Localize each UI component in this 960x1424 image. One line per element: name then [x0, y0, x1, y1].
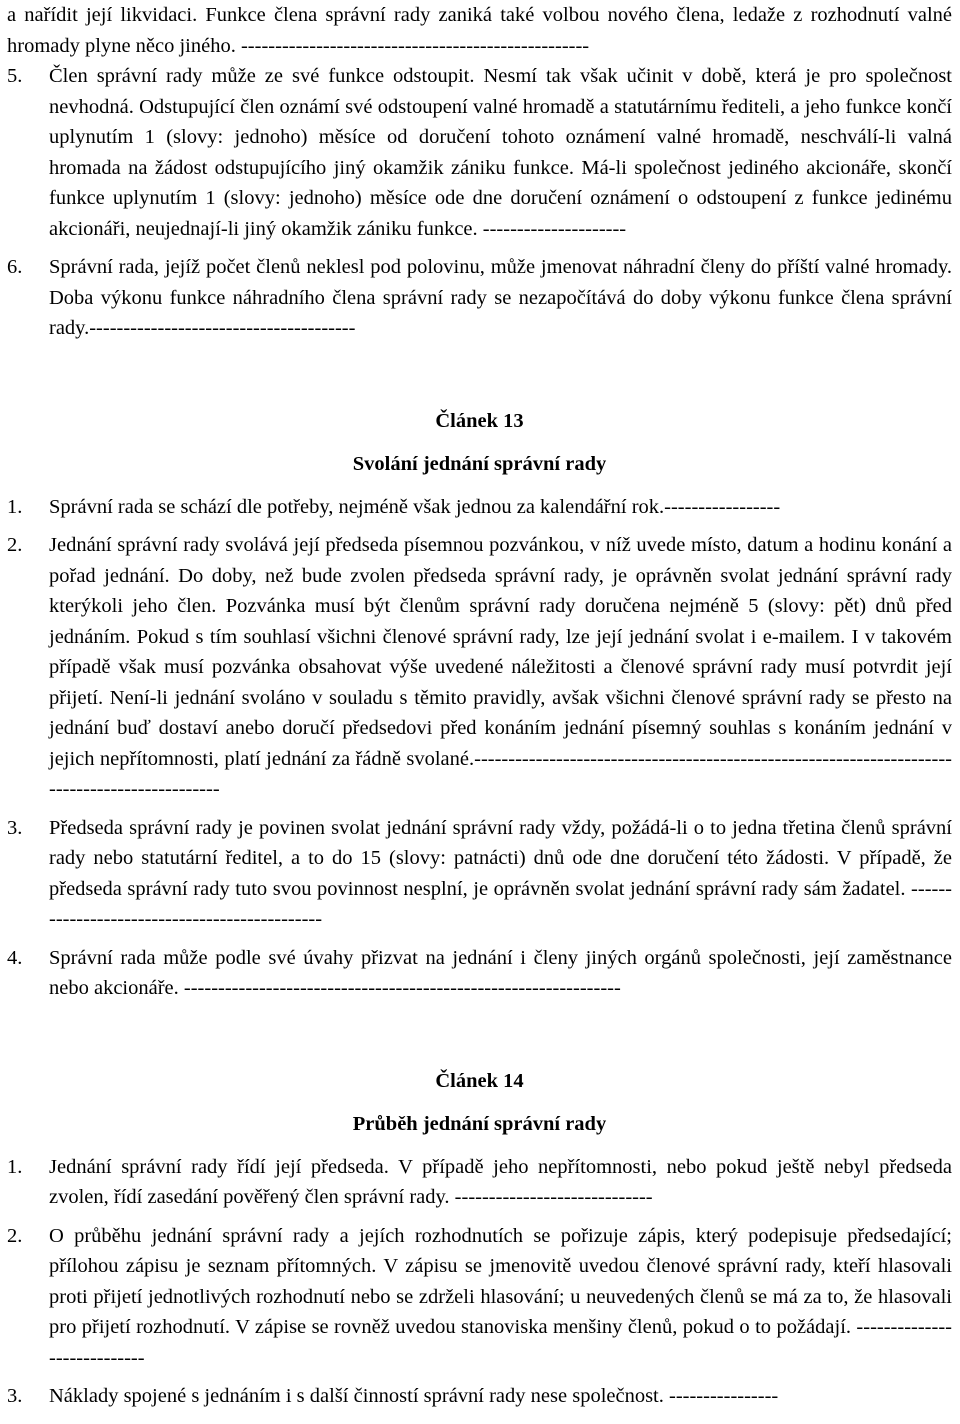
article-12-item-6: [7, 252, 952, 344]
item-text: Jednání správní rady řídí její předseda. V případě jeho nepřítomnosti, nebo pokud ještě nebyl předseda zvolen, řídí zasedání pověřený člen správní rady. -----------------------------: [49, 1155, 952, 1208]
item-number: 3.: [7, 816, 23, 839]
article-13-item-1: [7, 492, 952, 523]
item-text: Náklady spojené s jednáním i s další činností správní rady nese společnost. ----------------: [49, 1385, 779, 1407]
article-13-item-3: [7, 813, 952, 935]
item-number: 4.: [7, 946, 23, 969]
item-text: Správní rada, jejíž počet členů neklesl pod polovinu, může jmenovat náhradní členy do příští valné hromady. Doba výkonu funkce náhradního člena správní rady se nezapočítává do doby výkonu funkce člena správní rady.---------------------------------------: [49, 256, 952, 339]
article-13-item-2: [7, 530, 952, 805]
item-number: 2.: [7, 1224, 23, 1247]
item-number: 1.: [7, 495, 23, 518]
continuation-paragraph: a nařídit její likvidaci. Funkce člena správní rady zaniká také volbou nového člena, ledaže z rozhodnutí valné hromady plyne něco jiného. ---------------------------------------------------: [7, 4, 952, 57]
article-14-item-3: [7, 1381, 952, 1412]
item-text: Správní rada může podle své úvahy přizvat na jednání i členy jiných orgánů společnosti, její zaměstnance nebo akcionáře. ----------------------------------------------------------------: [49, 946, 952, 999]
article-14-item-2: [7, 1221, 952, 1374]
article-14-subtitle: Průběh jednání správní rady: [352, 1113, 607, 1135]
item-text: O průběhu jednání správní rady a jejích rozhodnutích se pořizuje zápis, který podepisuje předsedající; přílohou zápisu je seznam přítomných. V zápisu se jmenovitě uvedou členové správní rady, kteří hlasovali proti přijetí jednotlivých rozhodnutí nebo se zdrželi hlasování; u neuvedených členů se má za to, že hlasovali pro přijetí rozhodnutí. V zápise se rovněž uvedou stanoviska menšiny členů, pokud o to požádají. ----------------------------: [49, 1224, 952, 1369]
item-number: 2.: [7, 534, 23, 556]
article-13-subtitle: Svolání jednání správní rady: [352, 453, 607, 475]
item-text: Předseda správní rady je povinen svolat jednání správní rady vždy, požádá-li o to jedna třetina členů správní rady nebo statutární ředitel, a to do 15 (slovy: patnácti) dnů ode dne doručení této žádosti. V případě, že předseda správní rady tuto svou povinnost nesplní, je oprávněn svolat jednání správní rady sám žadatel. ----------------------------------------------: [49, 816, 952, 930]
item-text: Člen správní rady může ze své funkce odstoupit. Nesmí tak však učinit v době, která je pro společnost nevhodná. Odstupující člen oznámí své odstoupení valné hromadě a statutárnímu řediteli, a jeho funkce končí uplynutím 1 (slovy: jednoho) měsíce od doručení tohoto oznámení valné hromadě, neschválí-li valná hromada na žádost odstupujícího jiný okamžik zániku funkce. Má-li společnost jediného akcionáře, skončí funkce uplynutím 1 (slovy: jednoho) měsíce ode dne doručení oznámení o odstoupení z funkce jedinému akcionáři, neujednají-li jiný okamžik zániku funkce. ---------------------: [49, 65, 952, 240]
item-number: 5.: [7, 65, 23, 87]
item-number: 1.: [7, 1155, 23, 1178]
article-14-item-1: [7, 1152, 952, 1213]
article-12-item-5: [7, 61, 952, 244]
item-number: 3.: [7, 1385, 23, 1407]
article-14-title: Článek 14: [435, 1069, 524, 1092]
item-number: 6.: [7, 256, 23, 278]
item-text: Správní rada se schází dle potřeby, nejméně však jednou za kalendářní rok.-----------------: [49, 495, 781, 518]
item-text: Jednání správní rady svolává její předseda písemnou pozvánkou, v níž uvede místo, datum a hodinu konání a pořad jednání. Do doby, než bude zvolen předseda správní rady, je oprávněn svolat jednání správní rady kterýkoli jeho člen. Pozvánka musí být členům správní rady doručena nejméně 5 (slovy: pět) dnů před jednáním. Pokud s tím souhlasí všichni členové správní rady, lze její jednání svolat i e-mailem. I v takovém případě však musí pozvánka obsahovat výše uvedené náležitosti a členové správní rady musí potvrdit její přijetí. Není-li jednání svoláno v souladu s těmito pravidly, avšak všichni členové správní rady se přesto na jednání buď dostaví anebo doručí předsedovi před konáním jednání písemný souhlas s konáním jednání v jejich nepřítomnosti, platí jednání za řádně svolané.-----------------------------------------------------------------------------------------------: [49, 534, 952, 800]
article-13-title: Článek 13: [435, 409, 524, 432]
article-13-item-4: [7, 943, 952, 1004]
